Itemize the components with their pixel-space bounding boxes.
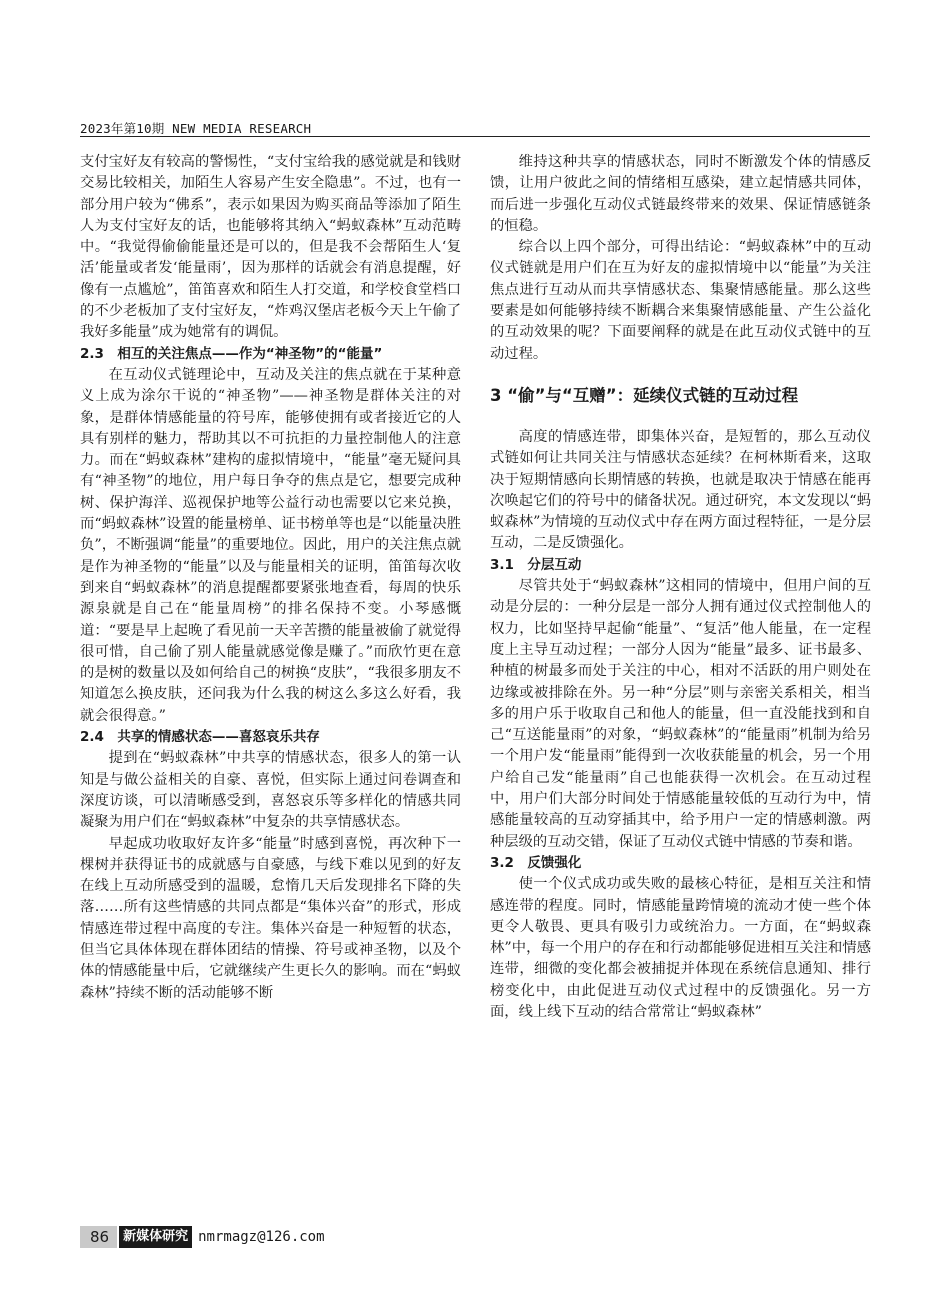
journal-issue-header: 2023年第10期 NEW MEDIA RESEARCH <box>80 121 312 136</box>
page-number: 86 <box>80 1226 117 1248</box>
paragraph: 尽管共处于“蚂蚁森林”这相同的情境中，但用户间的互动是分层的：一种分层是一部分人拥有通过仪式控制他人的权力，比如坚持早起偷“能量”、“复活”他人能量，在一定程度上主导互动过程；一部分人因为“能量”最多、证书最多、种植的树最多而处于关注的中心，相对不活跃的用户则处在边缘或被排除在外。另一种“分层”则与亲密关系相关，相当多的用户乐于收取自己和他人的能量，但一直没能找到和自己“互送能量雨”的对象，“蚂蚁森林”的“能量雨”机制为给另一个用户发“能量雨”能得到一次收获能量的机会，另一个用户给自己发“能量雨”自己也能获得一次机会。在互动过程中，用户们大部分时间处于情感能量较低的互动行为中，情感能量较高的互动穿插其中，给予用户一定的情感刺激。两种层级的互动交错，保证了互动仪式链中情感的节奏和谐。 <box>490 578 871 850</box>
journal-name-badge: 新媒体研究 <box>119 1226 192 1248</box>
section-heading-2-3: 2.3 相互的关注焦点——作为“神圣物”的“能量” <box>80 345 383 362</box>
paragraph: 使一个仪式成功或失败的最核心特征，是相互关注和情感连带的程度。同时，情感能量跨情境的流动才使一些个体更令人敬畏、更具有吸引力或统治力。一方面，在“蚂蚁森林”中，每一个用户的存在和行动都能够促进相互关注和情感连带，细微的变化都会被捕捉并体现在系统信息通知、排行榜变化中，由此促进互动仪式过程中的反馈强化。另一方面，线上线下互动的结合常常让“蚂蚁森林” <box>490 876 871 1020</box>
section-heading-3: 3 “偷”与“互赠”：延续仪式链的互动过程 <box>490 385 799 405</box>
section-heading-3-2: 3.2 反馈强化 <box>490 854 582 871</box>
paragraph: 高度的情感连带，即集体兴奋，是短暂的，那么互动仪式链如何让共同关注与情感状态延续？在柯林斯看来，这取决于短期情感向长期情感的转换，也就是取决于情感在能再次唤起它们的符号中的储备状况。通过研究，本文发现以“蚂蚁森林”为情境的互动仪式中存在两方面过程特征，一是分层互动，二是反馈强化。 <box>490 428 871 552</box>
paragraph: 支付宝好友有较高的警惕性，“支付宝给我的感觉就是和钱财交易比较相关，加陌生人容易产生安全隐患”。不过，也有一部分用户较为“佛系”，表示如果因为购买商品等添加了陌生人为支付宝好友的话，也能够将其纳入“蚂蚁森林”互动范畴中。“我觉得偷偷能量还是可以的，但是我不会帮陌生人‘复活’能量或者发‘能量雨’，因为那样的话就会有消息提醒，好像有一点尴尬”，笛笛喜欢和陌生人打交道，和学校食堂档口的不少老板加了支付宝好友，“炸鸡汉堡店老板今天上午偷了我好多能量”成为她常有的调侃。 <box>80 154 461 341</box>
right-column <box>490 152 871 1023</box>
paragraph: 维持这种共享的情感状态，同时不断激发个体的情感反馈，让用户彼此之间的情绪相互感染，建立起情感共同体，而后进一步强化互动仪式链最终带来的效果、保证情感链条的恒稳。 <box>490 154 871 234</box>
page-footer <box>80 1226 325 1248</box>
section-heading-3-1: 3.1 分层互动 <box>490 556 582 573</box>
left-column <box>80 152 461 1004</box>
paragraph: 早起成功收取好友许多“能量”时感到喜悦，再次种下一棵树并获得证书的成就感与自豪感，与线下难以见到的好友在线上互动所感受到的温暖，怠惰几天后发现排名下降的失落……所有这些情感的共同点都是“集体兴奋”的形式，形成情感连带过程中高度的专注。集体兴奋是一种短暂的状态，但当它具体体现在群体团结的情操、符号或神圣物，以及个体的情感能量中后，它就继续产生更长久的影响。而在“蚂蚁森林”持续不断的活动能够不断 <box>80 835 461 1001</box>
paragraph: 综合以上四个部分，可得出结论：“蚂蚁森林”中的互动仪式链就是用户们在互为好友的虚拟情境中以“能量”为关注焦点进行互动从而共享情感状态、集聚情感能量。那么这些要素是如何能够持续不断耦合来集聚情感能量、产生公益化的互动效果的呢？下面要阐释的就是在此互动仪式链中的互动过程。 <box>490 239 871 362</box>
paragraph: 在互动仪式链理论中，互动及关注的焦点就在于某种意义上成为涂尔干说的“神圣物”——神圣物是群体关注的对象，是群体情感能量的符号库，能够使拥有或者接近它的人具有别样的魅力，帮助其以不可抗拒的力量控制他人的注意力。而在“蚂蚁森林”建构的虚拟情境中，“能量”毫无疑问具有“神圣物”的地位，用户每日争夺的焦点是它，想要完成种树、保护海洋、巡视保护地等公益行动也需要以它来兑换，而“蚂蚁森林”设置的能量榜单、证书榜单等也是“以能量决胜负”，不断强调“能量”的重要地位。因此，用户的关注焦点就是作为神圣物的“能量”以及与能量相关的证明，笛笛每次收到来自“蚂蚁森林”的消息提醒都要紧张地查看，每周的快乐源泉就是自己在“能量周榜”的排名保持不变。小琴感慨道：“要是早上起晚了看见前一天辛苦攒的能量被偷了就觉得很可惜，自己偷了别人能量就感觉像是赚了。”而欣竹更在意的是树的数量以及如何给自己的树换“皮肤”，“我很多朋友不知道怎么换皮肤，还问我为什么我的树这么多这么好看，我就会很得意。” <box>80 366 461 724</box>
header-divider <box>80 136 870 137</box>
contact-email: nmrmagz@126.com <box>198 1229 325 1245</box>
paragraph: 提到在“蚂蚁森林”中共享的情感状态，很多人的第一认知是与做公益相关的自豪、喜悦，但实际上通过问卷调查和深度访谈，可以清晰感受到，喜怒哀乐等多样化的情感共同凝聚为用户们在“蚂蚁森林”中复杂的共享情感状态。 <box>80 750 461 831</box>
running-header <box>80 118 870 137</box>
section-heading-2-4: 2.4 共享的情感状态——喜怒哀乐共存 <box>80 729 320 746</box>
